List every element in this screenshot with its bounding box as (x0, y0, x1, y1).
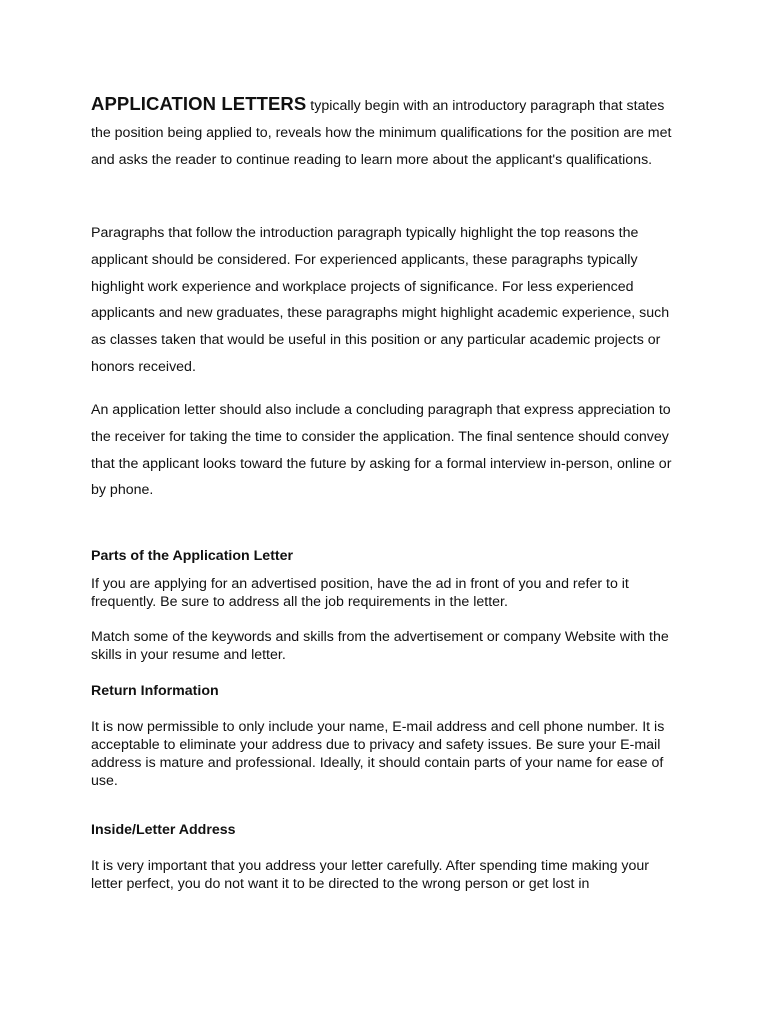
inside-paragraph-1: It is very important that you address your letter carefully. After spending time making your letter perfect, you do not want it to be directed to the wrong person or get lost in (91, 858, 650, 892)
intro-text: typically begin with an introductory paragraph that states the position being applied to, reveals how the minimum qualifications for the position are met and asks the reader to continue reading to learn more about the applicant's qualifications. (91, 98, 672, 168)
body-paragraph-2: Paragraphs that follow the introduction paragraph typically highlight the top reasons the applicant should be considered. For experienced applicants, these paragraphs typically highlight work experience and workplace projects of significance. For less experienced applicants and new graduates, these paragraphs might highlight academic experience, such as classes taken that would be useful in this position or any particular academic projects or honors received. (91, 225, 670, 375)
intro-paragraph (91, 91, 683, 173)
heading-parts-of-letter: Parts of the Application Letter (91, 548, 294, 564)
parts-paragraph-1: If you are applying for an advertised position, have the ad in front of you and refer to it frequently. Be sure to address all the job requirements in the letter. (91, 576, 629, 610)
return-paragraph-1: It is now permissible to only include your name, E-mail address and cell phone number. It is acceptable to eliminate your address due to privacy and safety issues. Be sure your E-mail address is mature and professional. Ideally, it should contain parts of your name for ease of use. (91, 719, 665, 789)
body-paragraph-3: An application letter should also include a concluding paragraph that express appreciation to the receiver for taking the time to consider the application. The final sentence should convey that the applicant looks toward the future by asking for a formal interview in-person, online or by phone. (91, 402, 672, 499)
intro-lead: APPLICATION LETTERS (91, 93, 307, 114)
parts-paragraph-2: Match some of the keywords and skills from the advertisement or company Website with the skills in your resume and letter. (91, 629, 669, 663)
heading-return-information: Return Information (91, 683, 219, 699)
heading-inside-letter-address: Inside/Letter Address (91, 822, 236, 838)
